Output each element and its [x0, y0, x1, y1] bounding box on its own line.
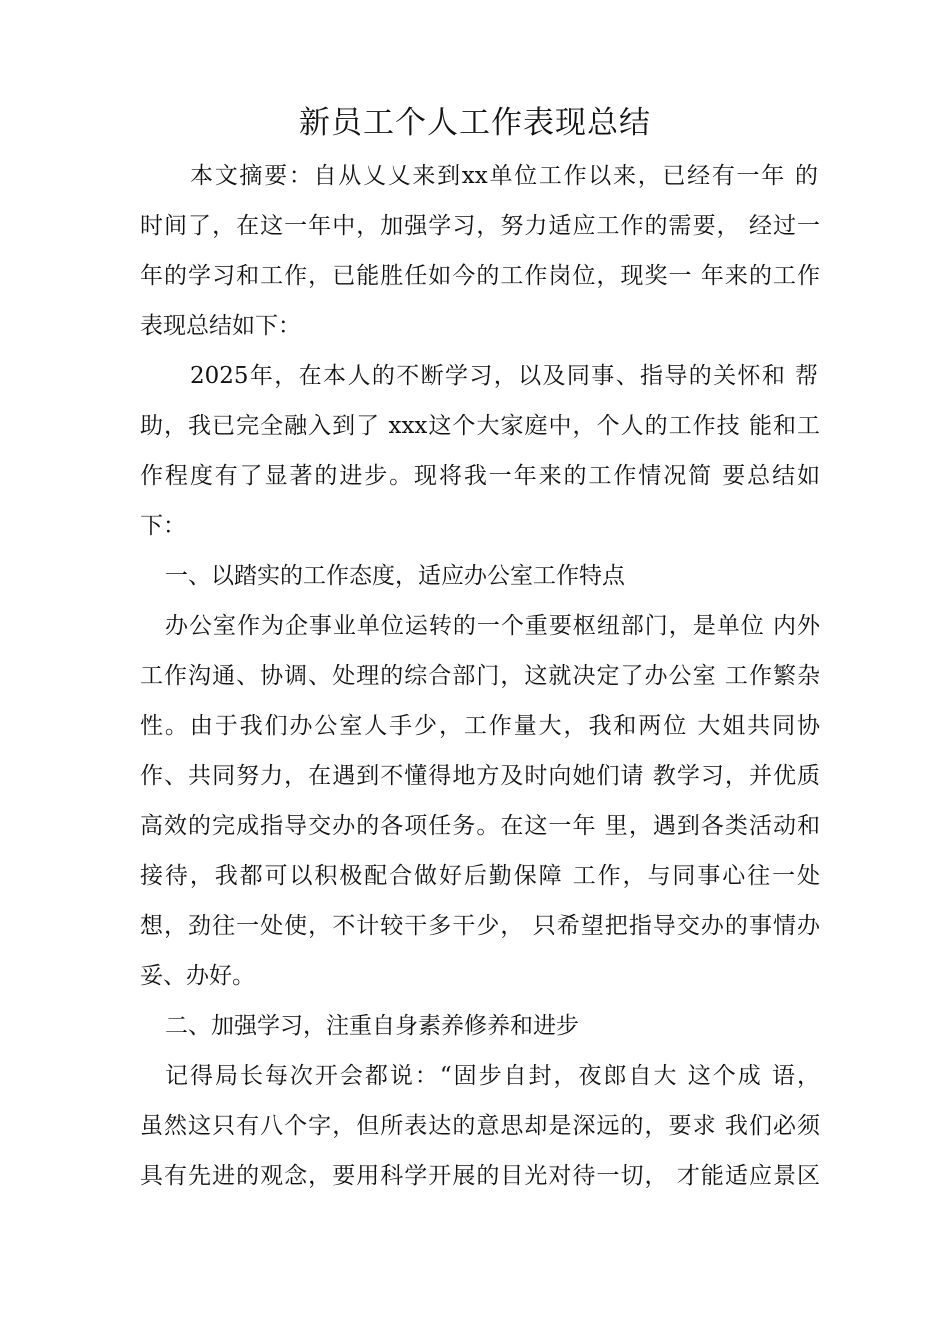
body-line: 记得局长每次开会都说：“固步自封，夜郎自大 这个成 语， [165, 1063, 820, 1089]
body-line: 2025年，在本人的不断学习，以及同事、指导的关怀和 帮 [190, 363, 818, 389]
body-line: 作、共同努力，在遇到不懂得地方及时向她们请 教学习，并优质 [140, 763, 820, 789]
section-heading: 二、加强学习，注重自身素养修养和进步 [165, 1013, 579, 1039]
body-line: 高效的完成指导交办的各项任务。在这一年 里，遇到各类活动和 [140, 813, 820, 839]
body-line: 表现总结如下： [140, 313, 301, 339]
body-line: 性。由于我们办公室人手少，工作量大，我和两位 大姐共同协 [140, 713, 820, 739]
body-line: 作程度有了显著的进步。现将我一年来的工作情况简 要总结如 [140, 463, 820, 489]
body-line: 时间了，在这一年中，加强学习，努力适应工作的需要， 经过一 [140, 213, 820, 239]
body-line: 具有先进的观念，要用科学开展的目光对待一切， 才能适应景区 [140, 1163, 820, 1189]
body-line: 助，我已完全融入到了 xxx这个大家庭中，个人的工作技 能和工 [140, 413, 820, 439]
body-line: 年的学习和工作，已能胜任如今的工作岗位，现奖一 年来的工作 [140, 263, 820, 289]
document-title: 新员工个人工作表现总结 [299, 105, 651, 141]
body-line: 本文摘要：自从乂乂来到xx单位工作以来，已经有一年 的 [190, 163, 818, 189]
section-heading: 一、以踏实的工作态度，适应办公室工作特点 [165, 563, 625, 589]
body-line: 妥、办好。 [140, 963, 255, 989]
body-line: 虽然这只有八个字，但所表达的意思却是深远的，要求 我们必须 [140, 1113, 820, 1139]
body-line: 办公室作为企事业单位运转的一个重要枢纽部门，是单位 内外 [165, 613, 820, 639]
body-line: 接待，我都可以积极配合做好后勤保障 工作，与同事心往一处 [140, 863, 820, 889]
body-line: 工作沟通、协调、处理的综合部门，这就决定了办公室 工作繁杂 [140, 663, 820, 689]
body-line: 下： [140, 513, 186, 539]
body-line: 想，劲往一处使，不计较干多干少， 只希望把指导交办的事情办 [140, 913, 820, 939]
